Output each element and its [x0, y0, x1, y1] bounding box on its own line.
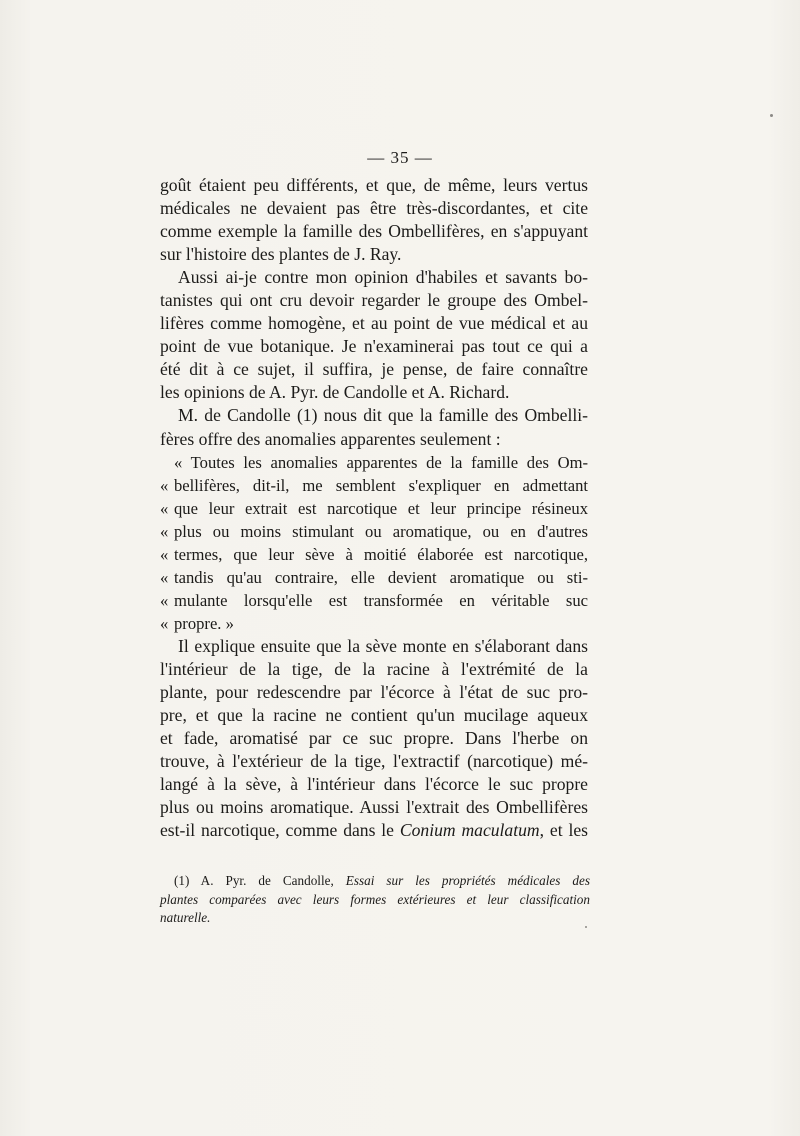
text-line: point de vue botanique. Je n'examinerai pas tout ce qui a	[160, 336, 588, 357]
text-line: et fade, aromatisé par ce suc propre. Dans l'herbe on	[160, 728, 588, 749]
quote-mark: «	[160, 613, 169, 633]
paper-speck	[585, 926, 587, 928]
text-line: plus ou moins aromatique. Aussi l'extrait des Ombellifères	[160, 797, 588, 818]
text-segment: , et les	[539, 820, 588, 841]
text-line	[160, 819, 588, 842]
species-name: Conium maculatum	[399, 820, 540, 841]
quote-text: bellifères, dit-il, me semblent s'expliquer en admettant	[174, 475, 588, 495]
footnote-line: naturelle.	[160, 910, 211, 925]
footnote-line	[160, 872, 590, 891]
text-line: M. de Candolle (1) nous dit que la famille des Ombelli-	[178, 405, 588, 426]
quote-text: mulante lorsqu'elle est transformée en véritable suc	[174, 590, 588, 610]
footnote-marker: (1) A. Pyr. de Candolle,	[174, 873, 334, 888]
quote-line	[160, 543, 588, 566]
quote-line	[160, 612, 588, 635]
quote-text: termes, que leur sève à moitié élaborée est narcotique,	[174, 544, 588, 564]
body-text	[160, 174, 588, 842]
page-number: — 35 —	[367, 148, 433, 167]
quote-text: plus ou moins stimulant ou aromatique, ou en d'autres	[174, 521, 588, 541]
text-line: Il explique ensuite que la sève monte en s'élaborant dans	[178, 635, 588, 656]
quote-text: que leur extrait est narcotique et leur principe résineux	[174, 498, 588, 518]
quote-mark: «	[160, 521, 169, 541]
footnote	[160, 872, 590, 928]
text-line: les opinions de A. Pyr. de Candolle et A. Richard.	[160, 382, 510, 403]
text-line: goût étaient peu différents, et que, de même, leurs vertus	[160, 175, 588, 195]
quote-mark: «	[160, 567, 169, 587]
quote-mark: «	[160, 544, 169, 564]
quote-line	[160, 497, 588, 520]
text-line: lifères comme homogène, et au point de vue médical et au	[160, 313, 588, 334]
text-line: plante, pour redescendre par l'écorce à l'état de suc pro-	[160, 682, 588, 703]
quote-text: propre. »	[174, 613, 234, 633]
text-line: l'intérieur de la tige, de la racine à l'extrémité de la	[160, 658, 588, 679]
text-line: sur l'histoire des plantes de J. Ray.	[160, 244, 402, 265]
text-segment: est-il narcotique, comme dans le	[160, 820, 394, 841]
quote-line	[160, 520, 588, 543]
text-line: langé à la sève, à l'intérieur dans l'écorce le suc propre	[160, 774, 588, 795]
text-line: médicales ne devaient pas être très-discordantes, et cite	[160, 198, 588, 219]
text-line: été dit à ce sujet, il suffira, je pense, de faire connaître	[160, 359, 588, 380]
quote-mark: «	[160, 498, 169, 518]
text-line: trouve, à l'extérieur de la tige, l'extractif (narcotique) mé-	[160, 751, 588, 772]
text-line: tanistes qui ont cru devoir regarder le groupe des Ombel-	[160, 290, 588, 311]
footnote-line: plantes comparées avec leurs formes extérieures et leur classification	[160, 891, 590, 907]
quote-line	[160, 566, 588, 589]
quote-mark: «	[160, 475, 169, 495]
text-line: comme exemple la famille des Ombellifères, en s'appuyant	[160, 221, 588, 242]
footnote-title: Essai sur les propriétés médicales des	[345, 873, 590, 888]
quote-mark: «	[160, 590, 169, 610]
quote-line	[160, 589, 588, 612]
text-line: Aussi ai-je contre mon opinion d'habiles et savants bo-	[178, 267, 588, 288]
quote-line: « Toutes les anomalies apparentes de la famille des Om-	[174, 452, 588, 472]
text-line: fères offre des anomalies apparentes seulement :	[160, 428, 501, 449]
text-line: pre, et que la racine ne contient qu'un mucilage aqueux	[160, 705, 588, 726]
quote-text: tandis qu'au contraire, elle devient aromatique ou sti-	[174, 567, 588, 587]
quote-line	[160, 474, 588, 497]
paper-speck	[770, 114, 773, 117]
